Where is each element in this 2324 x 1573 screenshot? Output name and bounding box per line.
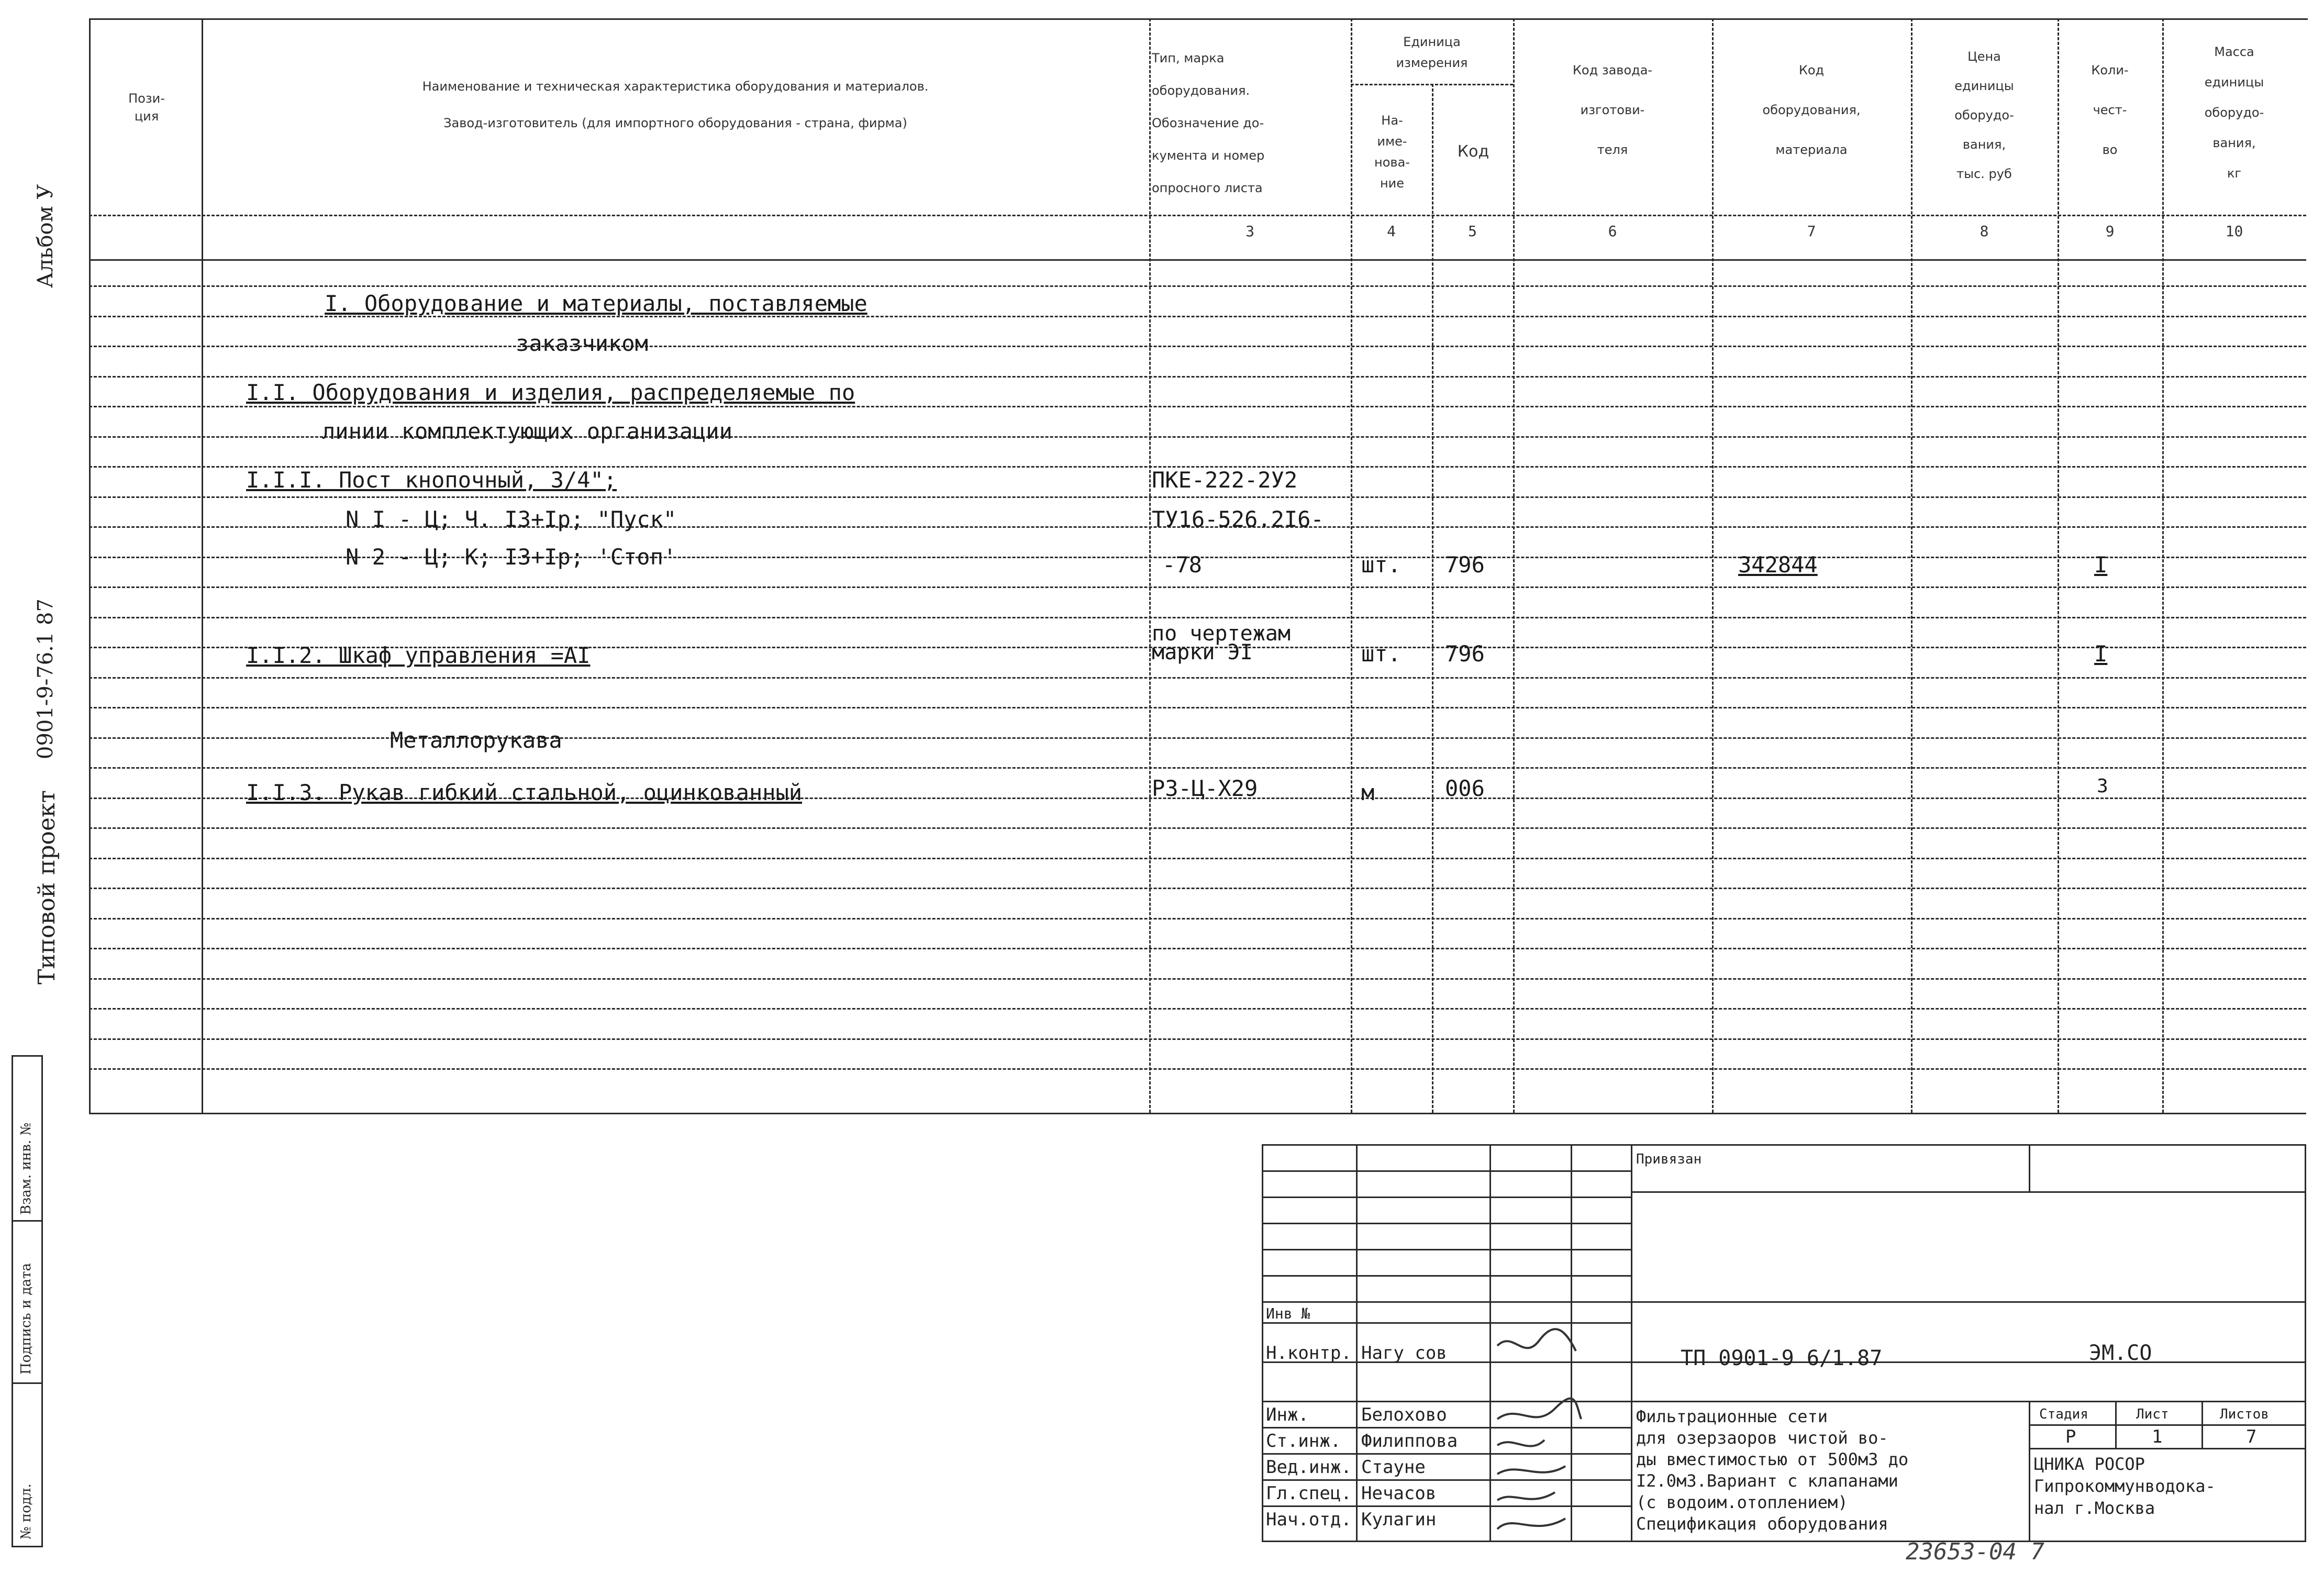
name-2: Стауне xyxy=(1361,1457,1426,1478)
approved-label: Привязан xyxy=(1636,1151,1702,1167)
row-5-name: N I - Ц; Ч. I3+Iр; "Пуск" xyxy=(346,506,677,532)
row-0-name: I. Оборудование и материалы, поставляемые xyxy=(325,291,868,316)
header-unit-name: На- име- нова- ние xyxy=(1374,113,1410,191)
row-2-name: I.I. Оборудования и изделия, распределяемые по xyxy=(246,380,855,405)
row-7-quantity: I xyxy=(2094,641,2108,667)
header-unit-price: Цена единицы оборудо- вания, тыс. руб xyxy=(1954,49,2014,181)
row-6-equipment-code: 342844 xyxy=(1738,552,1818,578)
row-7-unit-code: 796 xyxy=(1445,641,1485,667)
row-6-quantity: I xyxy=(2094,552,2108,578)
row-6-unit: шт. xyxy=(1361,552,1401,578)
stage-value: Р xyxy=(2065,1426,2076,1447)
name-0: Белохово xyxy=(1361,1404,1447,1425)
col-num-4: 4 xyxy=(1387,223,1396,240)
row-7-unit: шт. xyxy=(1361,641,1401,667)
typical-project-label: Типовой проект xyxy=(34,790,60,984)
header-unit-mass: Масса единицы оборудо- вания, кг xyxy=(2204,45,2264,181)
archive-number: 23653-04 7 xyxy=(1906,1538,2044,1565)
name-1: Филиппова xyxy=(1361,1431,1458,1452)
row-6-name: N 2 - Ц; К; I3+Iр; 'Стоп' xyxy=(346,544,677,570)
doc-code: ЭМ.СО xyxy=(2089,1341,2152,1365)
row-8-name: Металлорукава xyxy=(390,727,562,753)
col-num-9: 9 xyxy=(2105,223,2115,240)
col-num-10: 10 xyxy=(2225,223,2243,240)
col-num-5: 5 xyxy=(1468,223,1477,240)
sheet-label: Лист xyxy=(2136,1406,2169,1422)
sheets-value: 7 xyxy=(2246,1426,2257,1447)
row-7-type: по чертежам марки ЭI xyxy=(1152,622,1291,664)
role-1: Ст.инж. xyxy=(1266,1431,1341,1452)
header-type-mark: Тип, марка оборудования. Обозначение до- кумента и номер опросного листа xyxy=(1152,51,1265,195)
description: Фильтрационные сети для озерзаоров чистой во- ды вместимостью от 500м3 до I2.0м3.Вариант с клапанами (с водоим.отоплением) Спецификация оборудования xyxy=(1636,1406,1909,1534)
row-3-name: линии комплектующих организации xyxy=(322,418,732,444)
row-4-type: ПКЕ-222-2У2 xyxy=(1152,467,1298,493)
row-7-name: I.I.2. Шкаф управления =AI xyxy=(246,643,591,668)
name-4: Кулагин xyxy=(1361,1509,1437,1530)
organization: ЦНИКА РОСОР Гипрокоммунводока- нал г.Москва xyxy=(2034,1454,2216,1518)
row-9-unit: м xyxy=(1361,780,1375,805)
role-3: Гл.спец. xyxy=(1266,1483,1352,1504)
stamp-replace-inv: Взам. инв. № xyxy=(18,1123,34,1215)
row-6-unit-code: 796 xyxy=(1445,552,1485,578)
row-9-type: РЗ-Ц-Х29 xyxy=(1152,776,1258,801)
stamp-sign-date: Подпись и дата xyxy=(18,1263,34,1375)
stamp-orig-no: № подл. xyxy=(18,1483,34,1539)
col-num-3: 3 xyxy=(1246,223,1254,240)
header-position: Пози- ция xyxy=(128,91,165,124)
col-num-6: 6 xyxy=(1608,223,1617,240)
sheet-value: 1 xyxy=(2152,1426,2163,1447)
row-4-name: I.I.I. Пост кнопочный, 3/4"; xyxy=(246,467,617,493)
album-label: Альбом У xyxy=(34,184,58,288)
col-num-7: 7 xyxy=(1807,223,1816,240)
header-equipment-code: Код оборудования, материала xyxy=(1762,63,1861,157)
signatures-graphic xyxy=(1492,1325,1586,1539)
norm-control-name: Нагу сов xyxy=(1361,1343,1447,1364)
row-9-unit-code: 006 xyxy=(1445,776,1485,801)
header-name: Наименование и техническая характеристика оборудования и материалов. Завод-изготовитель (для импортного оборудования - страна, фирма) xyxy=(422,79,929,130)
row-1-name: заказчиком xyxy=(516,330,648,356)
row-5-type: ТУ16-526.2I6- xyxy=(1152,506,1324,532)
header-quantity: Коли- чест- во xyxy=(2091,63,2129,157)
sheets-label: Листов xyxy=(2220,1406,2269,1422)
col-num-8: 8 xyxy=(1980,223,1989,240)
role-2: Вед.инж. xyxy=(1266,1457,1352,1478)
header-unit-group: Единица измерения xyxy=(1396,35,1468,70)
designation: ТП 0901-9 6/1.87 xyxy=(1681,1346,1883,1370)
norm-control-label: Н.контр. xyxy=(1266,1343,1352,1364)
project-number-label: 0901-9-76.1 87 xyxy=(34,599,58,759)
header-plant-code: Код завода- изготови- теля xyxy=(1572,63,1653,157)
role-0: Инж. xyxy=(1266,1404,1309,1425)
role-4: Нач.отд. xyxy=(1266,1509,1352,1530)
inv-label: Инв № xyxy=(1266,1305,1310,1322)
header-unit-code: Код xyxy=(1457,142,1489,161)
row-9-quantity: 3 xyxy=(2097,776,2108,797)
name-3: Нечасов xyxy=(1361,1483,1437,1504)
row-9-name: I.I.3. Рукав гибкий стальной, оцинкованный xyxy=(246,780,803,805)
stage-label: Стадия xyxy=(2039,1406,2088,1422)
row-6-type: -78 xyxy=(1162,552,1202,578)
